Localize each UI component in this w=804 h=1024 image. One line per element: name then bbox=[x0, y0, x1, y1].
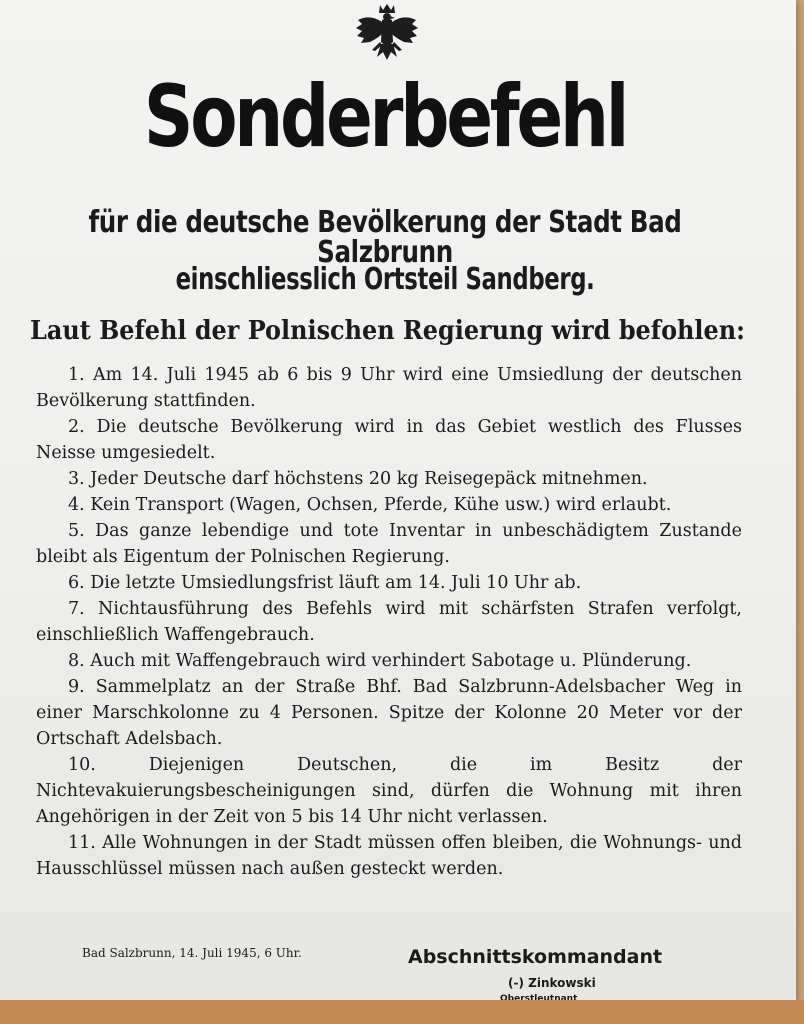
subtitle-line-2: einschliesslich Ortsteil Sandberg. bbox=[175, 262, 595, 297]
order-item-4: 4. Kein Transport (Wagen, Ochsen, Pferde, Kühe usw.) wird erlaubt. bbox=[68, 495, 672, 515]
order-item-3: 3. Jeder Deutsche darf höchstens 20 kg Reisegepäck mitnehmen. bbox=[68, 469, 648, 489]
order-item-10: 10. Diejenigen Deutschen, die im Besitz der Nichtevakuierungsbescheinigungen sind, dürfen die Wohnung mit ihren Angehörigen in der Zeit von 5 bis 14 Uhr nicht verlassen. bbox=[36, 755, 742, 827]
order-item-2: 2. Die deutsche Bevölkerung wird in das Gebiet westlich des Flusses Neisse umgesiedelt. bbox=[36, 417, 742, 463]
order-item-9: 9. Sammelplatz an der Straße Bhf. Bad Salzbrunn-Adelsbacher Weg in einer Marschkolonne zu 4 Personen. Spitze der Kolonne 20 Meter vor der Ortschaft Adelsbach. bbox=[36, 677, 742, 749]
table-surface bbox=[0, 1000, 804, 1024]
order-item-8: 8. Auch mit Waffengebrauch wird verhindert Sabotage u. Plünderung. bbox=[68, 651, 692, 671]
footer-place-date: Bad Salzbrunn, 14. Juli 1945, 6 Uhr. bbox=[82, 946, 302, 960]
footer-signatory: (-) Zinkowski bbox=[508, 976, 596, 990]
order-heading: Laut Befehl der Polnischen Regierung wird befohlen: bbox=[30, 316, 745, 346]
order-item-5: 5. Das ganze lebendige und tote Inventar in unbeschädigtem Zustande bleibt als Eigentum der Polnischen Regierung. bbox=[36, 521, 742, 567]
order-list bbox=[36, 362, 742, 882]
order-item-1: 1. Am 14. Juli 1945 ab 6 bis 9 Uhr wird eine Umsiedlung der deutschen Bevölkerung stattfinden. bbox=[36, 365, 742, 411]
footer-commander: Abschnittskommandant bbox=[408, 946, 663, 968]
subtitle-line-1: für die deutsche Bevölkerung der Stadt Bad Salzbrunn bbox=[88, 205, 682, 270]
order-item-6: 6. Die letzte Umsiedlungsfrist läuft am 14. Juli 10 Uhr ab. bbox=[68, 573, 582, 593]
footer-rank: Oberstleutnant bbox=[500, 994, 578, 1000]
poster-title: Sonderbefehl bbox=[143, 67, 627, 167]
order-item-11: 11. Alle Wohnungen in der Stadt müssen offen bleiben, die Wohnungs- und Hausschlüssel müssen nach außen gesteckt werden. bbox=[36, 833, 742, 879]
eagle-icon bbox=[352, 2, 422, 64]
order-item-7: 7. Nichtausführung des Befehls wird mit schärfsten Strafen verfolgt, einschließlich Waffengebrauch. bbox=[36, 599, 742, 645]
